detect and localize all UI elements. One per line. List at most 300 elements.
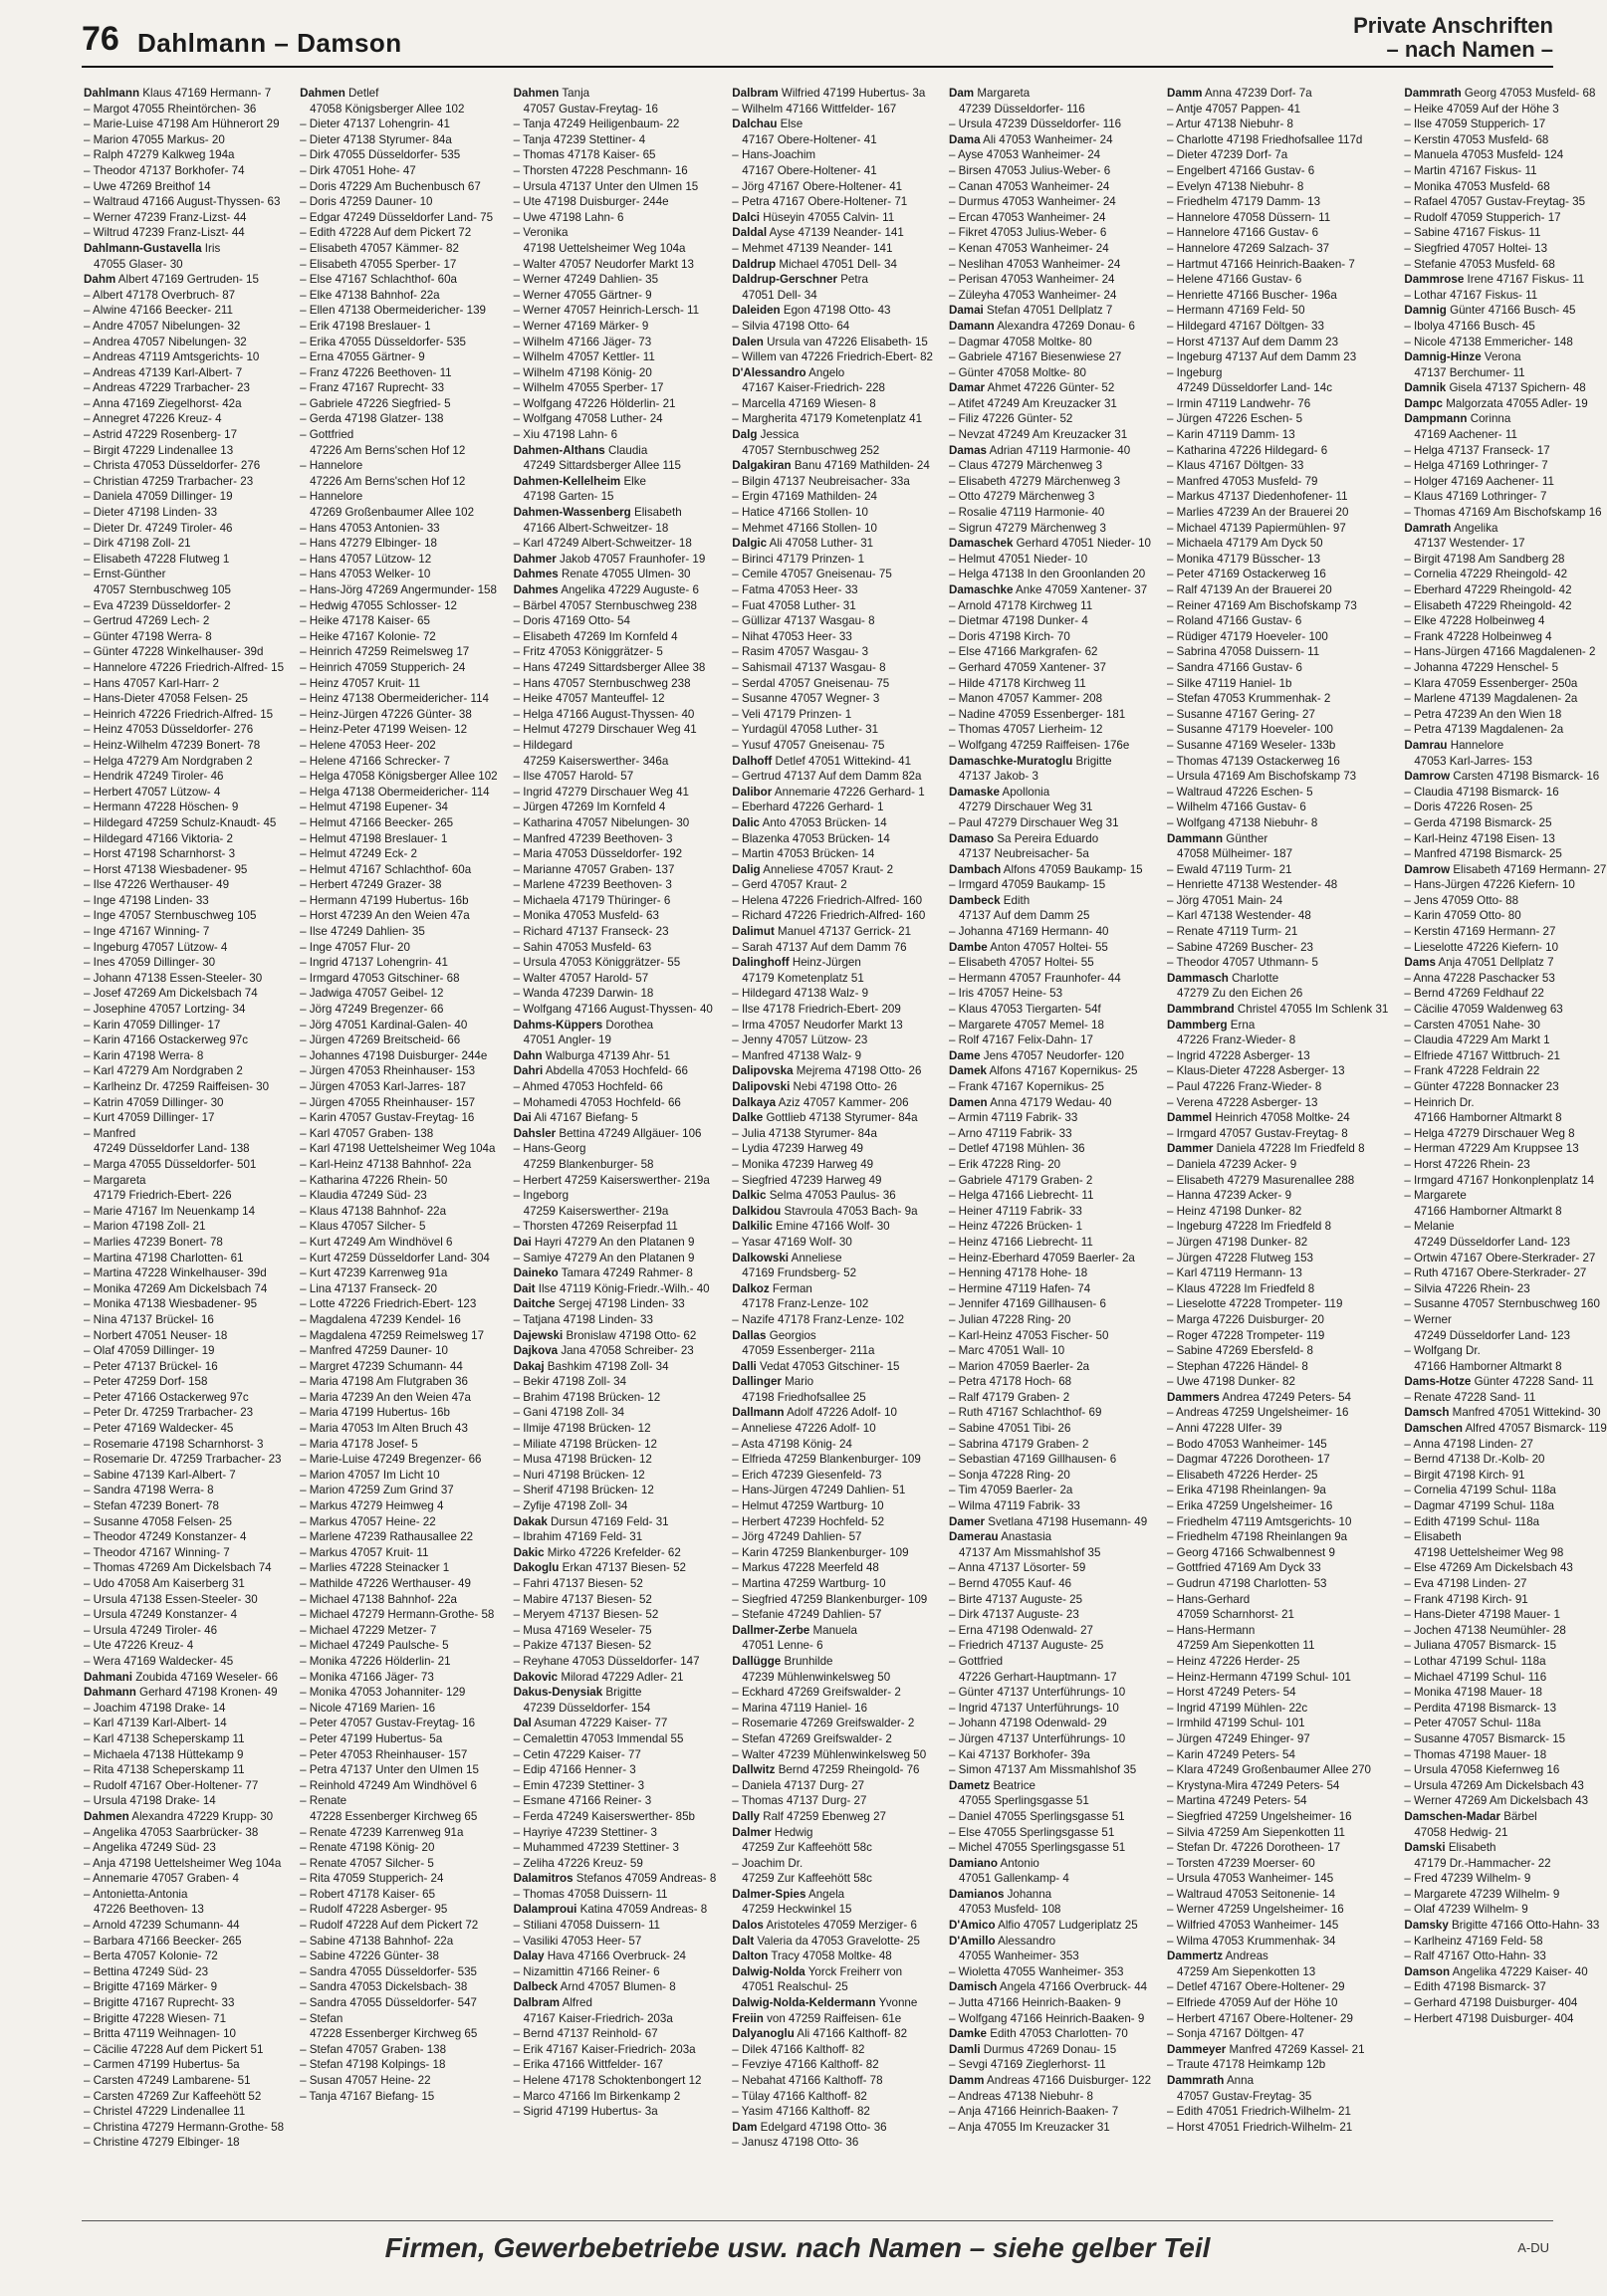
listing-entry: – Karl 47119 Hermann- 13 xyxy=(1167,1266,1302,1280)
listing-entry: 47057 Gustav-Freytag- 35 xyxy=(1177,2089,1312,2103)
listing-entry: – Hans 47249 Sittardsberger Allee 38 xyxy=(513,660,706,674)
listing-entry: Damer Svetlana 47198 Husemann- 49 xyxy=(948,1514,1148,1528)
section-title-line-2: – nach Namen – xyxy=(1386,37,1553,62)
listing-entry: – Michael 47279 Hermann-Grothe- 58 xyxy=(300,1608,495,1622)
listing-entry: – Dieter 47138 Styrumer- 84a xyxy=(300,132,452,146)
listing-entry: Dahmann Gerhard 47198 Kronen- 49 xyxy=(84,1686,278,1700)
listing-column-2 xyxy=(300,86,498,2216)
listing-entry: 47051 Lenne- 6 xyxy=(742,1639,823,1653)
listing-entry: – Günter 47228 Winkelhauser- 39d xyxy=(84,645,264,659)
listing-entry: Dalkaya Aziz 47057 Kammer- 206 xyxy=(732,1095,909,1109)
listing-entry: – Artur 47138 Niebuhr- 8 xyxy=(1167,117,1293,131)
listing-entry: – Klaus 47228 Im Friedfeld 8 xyxy=(1167,1281,1315,1295)
listing-entry: – Jörg 47249 Bregenzer- 66 xyxy=(300,1003,444,1017)
listing-entry: Dammrath Georg 47053 Musfeld- 68 xyxy=(1404,87,1596,100)
listing-entry: – Annemarie 47057 Graben- 4 xyxy=(84,1872,239,1886)
listing-entry: – Stefan xyxy=(300,2011,344,2025)
listing-entry: – Erika 47166 Wittfelder- 167 xyxy=(513,2058,663,2072)
listing-entry: – Markus 47228 Meerfeld 48 xyxy=(732,1561,879,1575)
listing-entry: – Heinrich 47259 Reimelsweg 17 xyxy=(300,645,470,659)
listing-entry: – Rolf 47167 Felix-Dahn- 17 xyxy=(948,1033,1093,1047)
listing-entry: – Canan 47053 Wanheimer- 24 xyxy=(948,179,1110,193)
listing-entry: Damski Elisabeth xyxy=(1404,1841,1496,1855)
listing-entry: – Heinz 47166 Liebrecht- 11 xyxy=(948,1235,1093,1249)
listing-entry: – Ilse 47057 Harold- 57 xyxy=(513,770,634,784)
listing-entry: – Karin 47057 Gustav-Freytag- 16 xyxy=(300,1111,475,1125)
listing-entry: Dalbram Wilfried 47199 Hubertus- 3a xyxy=(732,87,926,100)
page-number: 76 xyxy=(82,20,119,58)
listing-entry: – Cemalettin 47053 Immendal 55 xyxy=(513,1731,684,1745)
listing-entry: – Elke 47138 Bahnhof- 22a xyxy=(300,288,440,302)
listing-entry: – Helga 47058 Königsberger Allee 102 xyxy=(300,770,498,784)
listing-entry: Damschen-Madar Bärbel xyxy=(1404,1809,1537,1823)
section-title-line-1: Private Anschriften xyxy=(1353,13,1553,38)
listing-entry: – Maria 47239 An den Weien 47a xyxy=(300,1390,471,1404)
listing-entry: – Heinrich Dr. xyxy=(1404,1095,1475,1109)
listing-entry: – Hans-Hermann xyxy=(1167,1623,1256,1637)
listing-entry: – Sabine 47167 Fiskus- 11 xyxy=(1404,226,1541,240)
listing-entry: – Helga 47138 In den Groonlanden 20 xyxy=(948,568,1146,581)
listing-entry: 47179 Kometenplatz 51 xyxy=(742,971,864,985)
listing-entry: – Andrea 47057 Nibelungen- 32 xyxy=(84,335,247,348)
page-header xyxy=(82,14,1553,66)
listing-entry: – Elisabeth 47055 Sperber- 17 xyxy=(300,257,457,271)
listing-entry: – Eberhard 47226 Gerhard- 1 xyxy=(732,801,884,814)
listing-entry: – Fatma 47053 Heer- 33 xyxy=(732,583,858,596)
listing-entry: Damas Adrian 47119 Harmonie- 40 xyxy=(948,443,1131,457)
listing-entry: – Hans-Joachim xyxy=(732,148,816,162)
listing-entry: Dam Edelgard 47198 Otto- 36 xyxy=(732,2120,887,2134)
listing-entry: – Alwine 47166 Beecker- 211 xyxy=(84,304,233,318)
listing-entry: – Monika 47053 Musfeld- 63 xyxy=(513,909,659,923)
listing-entry: – Günter 47058 Moltke- 80 xyxy=(948,365,1086,379)
listing-entry: – Susanne 47057 Bismarck- 15 xyxy=(1404,1731,1566,1745)
listing-entry: – Monika 47226 Hölderlin- 21 xyxy=(300,1654,451,1668)
listing-entry: – Ortwin 47167 Obere-Sterkrader- 27 xyxy=(1404,1251,1596,1264)
listing-entry: – Thomas 47269 Am Dickelsbach 74 xyxy=(84,1561,272,1575)
listing-entry: Dampc Malgorzata 47055 Adler- 19 xyxy=(1404,396,1588,410)
listing-entry: – Petra 47167 Obere-Holtener- 71 xyxy=(732,195,908,209)
listing-entry: – Peter 47169 Waldecker- 45 xyxy=(84,1422,234,1436)
listing-entry: 47166 Albert-Schweitzer- 18 xyxy=(523,521,669,535)
listing-entry: Dahmani Zoubida 47169 Weseler- 66 xyxy=(84,1670,279,1684)
listing-entry: – Paul 47279 Dirschauer Weg 31 xyxy=(948,815,1119,829)
listing-entry: – Nicole 47138 Emmericher- 148 xyxy=(1404,335,1573,348)
listing-entry: – Janusz 47198 Otto- 36 xyxy=(732,2136,859,2150)
listing-entry: Dalos Aristoteles 47059 Merziger- 6 xyxy=(732,1919,917,1933)
listing-entry: – Wilhelm 47055 Sperber- 17 xyxy=(513,381,664,395)
listing-entry: – Gerhard 47059 Xantener- 37 xyxy=(948,660,1106,674)
listing-entry: Dammers Andrea 47249 Peters- 54 xyxy=(1167,1390,1352,1404)
listing-entry: – Jennifer 47169 Gillhausen- 6 xyxy=(948,1297,1106,1311)
listing-entry: – Ilse 47178 Friedrich-Ebert- 209 xyxy=(732,1003,901,1017)
listing-entry: – Karin 47166 Ostackerweg 97c xyxy=(84,1033,248,1047)
listing-entry: D'Alessandro Angelo xyxy=(732,365,845,379)
listing-entry: – Klaus 47167 Döltgen- 33 xyxy=(1167,459,1304,473)
listing-entry: – Carmen 47199 Hubertus- 5a xyxy=(84,2058,240,2072)
listing-entry: Dalgic Ali 47058 Luther- 31 xyxy=(732,537,874,551)
listing-column-6 xyxy=(1167,86,1388,2216)
listing-entry: – Michaela 47179 Am Dyck 50 xyxy=(1167,537,1323,551)
listing-entry: – Hermann 47057 Fraunhofer- 44 xyxy=(948,971,1121,985)
listing-entry: – Wiltrud 47239 Franz-Liszt- 44 xyxy=(84,226,245,240)
listing-entry: – Franz 47226 Beethoven- 11 xyxy=(300,365,452,379)
listing-entry: – Siegfried 47239 Harweg 49 xyxy=(732,1173,882,1187)
listing-entry: – Vasiliki 47053 Heer- 57 xyxy=(513,1934,642,1948)
listing-entry: – Ute 47198 Duisburger- 244e xyxy=(513,195,669,209)
listing-entry: – Bernd 47055 Kauf- 46 xyxy=(948,1577,1072,1590)
listing-entry: Dalchau Else xyxy=(732,117,804,131)
listing-entry: – Cetin 47229 Kaiser- 77 xyxy=(513,1747,641,1761)
listing-entry: Dalay Hava 47166 Overbruck- 24 xyxy=(513,1950,686,1963)
listing-entry: – Fuat 47058 Luther- 31 xyxy=(732,598,856,612)
listing-entry: – Renate 47228 Sand- 11 xyxy=(1404,1390,1536,1404)
listing-entry: – Monika 47179 Büsscher- 13 xyxy=(1167,552,1321,566)
listing-entry: 47137 Neubreisacher- 5a xyxy=(958,847,1089,861)
listing-entry: 47259 Kaiserswerther- 219a xyxy=(523,1204,669,1218)
listing-entry: – Gabriele 47226 Siegfried- 5 xyxy=(300,396,451,410)
listing-entry: – Astrid 47229 Rosenberg- 17 xyxy=(84,428,238,442)
listing-entry: Dahmes Angelika 47229 Auguste- 6 xyxy=(513,583,699,596)
listing-entry: – Roland 47166 Gustav- 6 xyxy=(1167,614,1302,628)
listing-entry: – Jürgen 47198 Dunker- 82 xyxy=(1167,1235,1308,1249)
listing-entry: – Ellen 47138 Obermeidericher- 139 xyxy=(300,304,486,318)
listing-entry: – Christina 47279 Hermann-Grothe- 58 xyxy=(84,2120,285,2134)
listing-entry: – Ingeburg 47228 Im Friedfeld 8 xyxy=(1167,1220,1332,1234)
listing-entry: – Horst 47249 Peters- 54 xyxy=(1167,1686,1296,1700)
listing-entry: Dam Margareta xyxy=(948,87,1031,100)
listing-entry: – Stefanie 47249 Dahlien- 57 xyxy=(732,1608,882,1622)
listing-entry: – Kai 47137 Borkhofer- 39a xyxy=(948,1747,1090,1761)
listing-entry: – Albert 47178 Overbruch- 87 xyxy=(84,288,236,302)
listing-entry: – Elisabeth 47279 Masurenallee 288 xyxy=(1167,1173,1355,1187)
listing-entry: – Peter 47053 Rheinhauser- 157 xyxy=(300,1747,468,1761)
listing-entry: – Carsten 47249 Lambarene- 51 xyxy=(84,2074,251,2087)
listing-entry: – Irmgard 47053 Gitschiner- 68 xyxy=(300,971,460,985)
listing-entry: Dalyanoglu Ali 47166 Kalthoff- 82 xyxy=(732,2027,908,2041)
listing-entry: – Andreas 47229 Trarbacher- 23 xyxy=(84,381,250,395)
listing-entry: – Wolfgang Dr. xyxy=(1404,1344,1481,1358)
listing-entry: – Wilhelm 47057 Kettler- 11 xyxy=(513,350,655,364)
listing-entry: Daitche Sergej 47198 Linden- 33 xyxy=(513,1297,685,1311)
listing-entry: – Arnold 47239 Schumann- 44 xyxy=(84,1919,240,1933)
listing-entry: 47166 Hamborner Altmarkt 8 xyxy=(1414,1111,1562,1125)
listing-entry: – Heinz 47053 Düsseldorfer- 276 xyxy=(84,723,254,737)
listing-entry: – Else 47167 Schlachthof- 60a xyxy=(300,273,457,287)
listing-entry: – Elisabeth 47229 Rheingold- 42 xyxy=(1404,598,1572,612)
listing-entry: – Josephine 47057 Lortzing- 34 xyxy=(84,1003,246,1017)
listing-entry: – Reiner 47169 Am Bischofskamp 73 xyxy=(1167,598,1357,612)
listing-entry: – Petra 47139 Magdalenen- 2a xyxy=(1404,723,1564,737)
listing-entry: – Tatjana 47198 Linden- 33 xyxy=(513,1312,653,1326)
listing-entry: – Ursula 47269 Am Dickelsbach 43 xyxy=(1404,1778,1584,1792)
listing-entry: – Peter 47259 Dorf- 158 xyxy=(84,1375,208,1389)
listing-entry: – Rosemarie 47269 Greifswalder- 2 xyxy=(732,1717,915,1730)
listing-entry: – Olaf 47059 Dillinger- 19 xyxy=(84,1344,215,1358)
listing-entry: – Tanja 47239 Stettiner- 4 xyxy=(513,132,646,146)
listing-entry: – Henriette 47138 Westender- 48 xyxy=(1167,878,1338,892)
listing-entry: – Nihat 47053 Heer- 33 xyxy=(732,629,852,643)
listing-entry: – Jörg 47051 Kardinal-Galen- 40 xyxy=(300,1018,468,1032)
listing-entry: Damrath Angelika xyxy=(1404,521,1498,535)
listing-entry: – Birsen 47053 Julius-Weber- 6 xyxy=(948,163,1111,177)
listing-entry: – Günter 47198 Werra- 8 xyxy=(84,629,212,643)
listing-entry: – Ingrid 47137 Unterführungs- 10 xyxy=(948,1701,1119,1715)
listing-entry: – Karl-Heinz 47138 Bahnhof- 22a xyxy=(300,1157,472,1171)
listing-entry: – Johann 47138 Essen-Steeler- 30 xyxy=(84,971,263,985)
listing-entry: – Perdita 47198 Bismarck- 13 xyxy=(1404,1701,1557,1715)
listing-entry: Daldrup-Gerschner Petra xyxy=(732,273,868,287)
listing-entry: – Hans-Jürgen 47226 Kiefern- 10 xyxy=(1404,878,1575,892)
listing-entry: – Ibolya 47166 Busch- 45 xyxy=(1404,319,1535,333)
listing-entry: – Helmut 47249 Eck- 2 xyxy=(300,847,418,861)
listing-entry: Dallmann Adolf 47226 Adolf- 10 xyxy=(732,1406,897,1420)
listing-entry: Dambe Anton 47057 Holtei- 55 xyxy=(948,940,1108,954)
listing-entry: – Rasim 47057 Wasgau- 3 xyxy=(732,645,869,659)
listing-entry: – Klaus-Dieter 47228 Asberger- 13 xyxy=(1167,1064,1345,1078)
listing-entry: – Marina 47119 Haniel- 16 xyxy=(732,1701,868,1715)
listing-entry: Dalkidou Stavroula 47053 Bach- 9a xyxy=(732,1204,918,1218)
listing-entry: – Stiliani 47058 Duissern- 11 xyxy=(513,1919,660,1933)
listing-entry: – Dirk 47198 Zoll- 21 xyxy=(84,537,191,551)
listing-entry: – Eberhard 47229 Rheingold- 42 xyxy=(1404,583,1572,596)
listing-entry: – Muhammed 47239 Stettiner- 3 xyxy=(513,1841,679,1855)
listing-entry: – Petra 47178 Hoch- 68 xyxy=(948,1375,1072,1389)
listing-entry: – Birgit 47198 Am Sandberg 28 xyxy=(1404,552,1565,566)
listing-entry: – Rudolf 47228 Asberger- 95 xyxy=(300,1903,448,1917)
listing-entry: Dahmen-Kellelheim Elke xyxy=(513,474,646,488)
listing-entry: – Frank 47198 Kirch- 91 xyxy=(1404,1592,1528,1606)
listing-entry: – Karl 47198 Uettelsheimer Weg 104a xyxy=(300,1142,496,1156)
listing-entry: – Hartmut 47166 Heinrich-Baaken- 7 xyxy=(1167,257,1355,271)
listing-entry: – Ralf 47139 An der Brauerei 20 xyxy=(1167,583,1332,596)
listing-entry: – Fred 47239 Wilhelm- 9 xyxy=(1404,1872,1531,1886)
listing-entry: – Brahim 47198 Brücken- 12 xyxy=(513,1390,661,1404)
listing-entry: – Angelika 47053 Saarbrücker- 38 xyxy=(84,1825,259,1839)
listing-entry: 47051 Realschul- 25 xyxy=(742,1980,848,1994)
listing-entry: Damnig Günter 47166 Busch- 45 xyxy=(1404,304,1576,318)
listing-entry: Dakic Mirko 47226 Krefelder- 62 xyxy=(513,1545,681,1559)
listing-entry: – Uwe 47269 Breithof 14 xyxy=(84,179,211,193)
listing-entry: – Sabine 47138 Bahnhof- 22a xyxy=(300,1934,454,1948)
listing-entry: – Marion 47259 Zum Grind 37 xyxy=(300,1484,454,1497)
listing-entry: – Sandra 47055 Düsseldorfer- 535 xyxy=(300,1964,477,1978)
listing-entry: – Helmut 47166 Beecker- 265 xyxy=(300,815,454,829)
listing-entry: – Bekir 47198 Zoll- 34 xyxy=(513,1375,627,1389)
listing-entry: – Manuela 47053 Musfeld- 124 xyxy=(1404,148,1564,162)
listing-entry: Dalmer-Spies Angela xyxy=(732,1887,845,1901)
listing-entry: 47053 Karl-Jarres- 153 xyxy=(1414,754,1532,768)
listing-entry: – Silke 47119 Haniel- 1b xyxy=(1167,676,1292,690)
listing-entry: Dalwig-Nolda Yorck Freiherr von xyxy=(732,1964,903,1978)
listing-entry: 47137 Westender- 17 xyxy=(1414,537,1525,551)
listing-entry: – Erika 47259 Ungelsheimer- 16 xyxy=(1167,1499,1333,1513)
listing-entry: – Susan 47057 Heine- 22 xyxy=(300,2074,431,2087)
listing-entry: – Martina 47249 Peters- 54 xyxy=(1167,1794,1307,1808)
listing-entry: – Marlies 47239 Bonert- 78 xyxy=(84,1235,223,1249)
listing-entry: 47137 Am Missmahlshof 35 xyxy=(958,1545,1101,1559)
listing-entry: Dalton Tracy 47058 Moltke- 48 xyxy=(732,1950,892,1963)
listing-entry: Damaske Apollonia xyxy=(948,785,1050,799)
listing-entry: – Sabrina 47058 Duissern- 11 xyxy=(1167,645,1320,659)
listing-entry: – Blazenka 47053 Brücken- 14 xyxy=(732,831,890,845)
listing-entry: – Edith 47198 Bismarck- 37 xyxy=(1404,1980,1546,1994)
listing-entry: – Anja 47198 Uettelsheimer Weg 104a xyxy=(84,1856,282,1870)
listing-entry: – Waltraud 47053 Seitonenie- 14 xyxy=(1167,1887,1336,1901)
listing-entry: – Kurt 47249 Am Windhövel 6 xyxy=(300,1235,453,1249)
listing-entry: – Klara 47059 Essenberger- 250a xyxy=(1404,676,1578,690)
listing-entry: – Andreas 47139 Karl-Albert- 7 xyxy=(84,365,243,379)
listing-entry: – Monika 47053 Musfeld- 68 xyxy=(1404,179,1550,193)
listing-entry: – Sevgi 47169 Zieglerhorst- 11 xyxy=(948,2058,1106,2072)
listing-entry: – Inge 47057 Flur- 20 xyxy=(300,940,410,954)
listing-entry: 47178 Franz-Lenze- 102 xyxy=(742,1297,869,1311)
listing-entry: Damschen Alfred 47057 Bismarck- 119 xyxy=(1404,1422,1607,1436)
listing-entry: – Waltraud 47226 Eschen- 5 xyxy=(1167,785,1313,799)
listing-entry: – Karl 47138 Scheperskamp 11 xyxy=(84,1731,245,1745)
listing-entry: – Tim 47059 Baerler- 2a xyxy=(948,1484,1073,1497)
listing-entry: – Katharina 47226 Hildegard- 6 xyxy=(1167,443,1328,457)
listing-entry: – Wilma 47119 Fabrik- 33 xyxy=(948,1499,1080,1513)
listing-entry: – Michaela 47179 Thüringer- 6 xyxy=(513,893,671,907)
listing-entry: – Martin 47053 Brücken- 14 xyxy=(732,847,875,861)
listing-entry: – Jörg 47167 Obere-Holtener- 41 xyxy=(732,179,903,193)
listing-entry: – Michael 47139 Papiermühlen- 97 xyxy=(1167,521,1346,535)
listing-entry: – Karin 47119 Damm- 13 xyxy=(1167,428,1295,442)
listing-entry: 47058 Mülheimer- 187 xyxy=(1177,847,1293,861)
listing-entry: Damaschke Anke 47059 Xantener- 37 xyxy=(948,583,1148,596)
listing-entry: – Marion 47059 Baerler- 2a xyxy=(948,1359,1090,1373)
listing-entry: – Ralf 47167 Otto-Hahn- 33 xyxy=(1404,1950,1546,1963)
listing-entry: Dammberg Erna xyxy=(1167,1018,1256,1032)
listing-entry: D'Amillo Alessandro xyxy=(948,1934,1056,1948)
listing-entry: – Heinz 47226 Brücken- 1 xyxy=(948,1220,1083,1234)
listing-entry: – Petra 47239 An den Wien 18 xyxy=(1404,707,1562,721)
listing-entry: – Birgit 47198 Kirch- 91 xyxy=(1404,1468,1525,1482)
listing-entry: Daineko Tamara 47249 Rahmer- 8 xyxy=(513,1266,693,1280)
listing-entry: – Manfred 47259 Dauner- 10 xyxy=(300,1344,448,1358)
listing-entry: – Peter 47166 Ostackerweg 97c xyxy=(84,1390,249,1404)
listing-entry: – Karl-Heinz 47198 Eisen- 13 xyxy=(1404,831,1555,845)
listing-entry: – Arnold 47178 Kirchweg 11 xyxy=(948,598,1093,612)
footer-code: A-DU xyxy=(1517,2240,1549,2255)
listing-entry: – Atifet 47249 Am Kreuzacker 31 xyxy=(948,396,1117,410)
listing-entry: – Peter 47199 Hubertus- 5a xyxy=(300,1731,443,1745)
listing-entry: Damrau Hannelore xyxy=(1404,738,1504,752)
listing-entry: – Norbert 47051 Neuser- 18 xyxy=(84,1328,228,1342)
listing-entry: – Elfriede 47059 Auf der Höhe 10 xyxy=(1167,1996,1338,2010)
listing-entry: – Marianne 47057 Graben- 137 xyxy=(513,862,675,876)
listing-entry: – Uwe 47198 Dunker- 82 xyxy=(1167,1375,1295,1389)
listing-entry: – Christel 47229 Lindenallee 11 xyxy=(84,2105,246,2119)
listing-entry: 47249 Düsseldorfer Land- 14c xyxy=(1177,381,1332,395)
listing-entry: – Carsten 47051 Nahe- 30 xyxy=(1404,1018,1540,1032)
listing-entry: – Lydia 47239 Harweg 49 xyxy=(732,1142,864,1156)
listing-entry: Damek Alfons 47167 Kopernikus- 25 xyxy=(948,1064,1138,1078)
listing-entry: 47167 Obere-Holtener- 41 xyxy=(742,163,877,177)
listing-entry: – Annegret 47226 Kreuz- 4 xyxy=(84,412,222,426)
listing-entry: Dammrath Anna xyxy=(1167,2074,1255,2087)
listing-entry: Dalkilic Emine 47166 Wolf- 30 xyxy=(732,1220,890,1234)
listing-entry: – Werner 47055 Gärtner- 9 xyxy=(513,288,652,302)
listing-entry: – Lieselotte 47228 Trompeter- 119 xyxy=(1167,1297,1343,1311)
listing-entry: – Hans-Georg xyxy=(513,1142,586,1156)
listing-entry: – Eva 47198 Linden- 27 xyxy=(1404,1577,1527,1590)
listing-entry: – Theodor 47057 Uthmann- 5 xyxy=(1167,956,1318,970)
listing-entry: 47166 Hamborner Altmarkt 8 xyxy=(1414,1359,1562,1373)
listing-entry: – Thomas 47058 Duissern- 11 xyxy=(513,1887,668,1901)
listing-entry: – Horst 47198 Scharnhorst- 3 xyxy=(84,847,236,861)
listing-entry: – Sonja 47228 Ring- 20 xyxy=(948,1468,1070,1482)
listing-entry: – Friedhelm 47198 Rheinlangen 9a xyxy=(1167,1530,1348,1544)
listing-entry: – Helene 47166 Gustav- 6 xyxy=(1167,273,1302,287)
listing-entry: – Wolfgang 47058 Luther- 24 xyxy=(513,412,663,426)
listing-entry: Dammertz Andreas xyxy=(1167,1950,1268,1963)
listing-entry: – Kurt 47259 Düsseldorfer Land- 304 xyxy=(300,1251,490,1264)
listing-entry: – Marga 47226 Duisburger- 20 xyxy=(1167,1312,1324,1326)
listing-entry: – Hildegard 47166 Viktoria- 2 xyxy=(84,831,233,845)
listing-entry: – Ayse 47053 Wanheimer- 24 xyxy=(948,148,1101,162)
listing-entry: – Veronika xyxy=(513,226,569,240)
listing-entry: – Wilma 47053 Krummenhak- 34 xyxy=(1167,1934,1336,1948)
listing-entry: – Musa 47169 Weseler- 75 xyxy=(513,1623,652,1637)
listing-entry: – Henning 47178 Hohe- 18 xyxy=(948,1266,1088,1280)
listing-entry: Dammasch Charlotte xyxy=(1167,971,1279,985)
listing-entry: Damrow Elisabeth 47169 Hermann- 27 xyxy=(1404,862,1607,876)
listing-entry: – Nizamittin 47166 Reiner- 6 xyxy=(513,1964,660,1978)
listing-entry: – Renate 47119 Turm- 21 xyxy=(1167,925,1298,939)
listing-entry: – Inge 47057 Sternbuschweg 105 xyxy=(84,909,257,923)
listing-entry: – Zyfije 47198 Zoll- 34 xyxy=(513,1499,628,1513)
listing-entry: Dahmen-Wassenberg Elisabeth xyxy=(513,506,682,520)
listing-entry: – Stefan 47053 Krummenhak- 2 xyxy=(1167,692,1331,706)
listing-entry: – Anja 47166 Heinrich-Baaken- 7 xyxy=(948,2105,1119,2119)
listing-entry: – Ingrid 47199 Mühlen- 22c xyxy=(1167,1701,1308,1715)
listing-entry: – Gerda 47198 Glatzer- 138 xyxy=(300,412,444,426)
footer-note: Firmen, Gewerbebetriebe usw. nach Namen – siehe gelber Teil xyxy=(384,2232,1211,2263)
listing-entry: – Elfrieda 47259 Blankenburger- 109 xyxy=(732,1453,921,1467)
listing-entry: – Jens 47059 Otto- 88 xyxy=(1404,893,1519,907)
listing-entry: 47051 Angler- 19 xyxy=(523,1033,611,1047)
listing-entry: – Karl-Heinz 47053 Fischer- 50 xyxy=(948,1328,1109,1342)
listing-entry: – Otto 47279 Märchenweg 3 xyxy=(948,490,1095,504)
listing-entry: – Hans 47057 Sternbuschweg 238 xyxy=(513,676,691,690)
listing-entry: – Karlheinz 47169 Feld- 58 xyxy=(1404,1934,1543,1948)
listing-entry: 47279 Dirschauer Weg 31 xyxy=(958,801,1093,814)
listing-entry: – Herbert 47239 Hochfeld- 52 xyxy=(732,1514,885,1528)
header-rule xyxy=(82,66,1553,68)
listing-entry: – Thorsten 47228 Peschmann- 16 xyxy=(513,163,688,177)
listing-entry: – Nebahat 47166 Kalthoff- 78 xyxy=(732,2074,883,2087)
listing-entry: 47228 Essenberger Kirchweg 65 xyxy=(310,1809,478,1823)
listing-entry: – Krystyna-Mira 47249 Peters- 54 xyxy=(1167,1778,1340,1792)
listing-entry: Dammeyer Manfred 47269 Kassel- 21 xyxy=(1167,2042,1365,2056)
listing-entry: – Cornelia 47229 Rheingold- 42 xyxy=(1404,568,1568,581)
listing-entry: – Marion 47198 Zoll- 21 xyxy=(84,1220,206,1234)
listing-entry: – Irmgard 47059 Baukamp- 15 xyxy=(948,878,1106,892)
listing-entry: – Heike 47178 Kaiser- 65 xyxy=(300,614,430,628)
listing-entry: – Hans 47057 Lützow- 12 xyxy=(300,552,432,566)
listing-entry: Daleiden Egon 47198 Otto- 43 xyxy=(732,304,891,318)
listing-entry: D'Amico Alfio 47057 Ludgeriplatz 25 xyxy=(948,1919,1138,1933)
listing-entry: – Elisabeth 47279 Märchenweg 3 xyxy=(948,474,1121,488)
listing-entry: – Samiye 47279 An den Platanen 9 xyxy=(513,1251,695,1264)
listing-entry: Dalipovski Nebi 47198 Otto- 26 xyxy=(732,1080,897,1093)
listing-entry: – Daniel 47055 Sperlingsgasse 51 xyxy=(948,1809,1125,1823)
listing-entry: Damisch Angela 47166 Overbruck- 44 xyxy=(948,1980,1148,1994)
listing-entry: – Sigrid 47199 Hubertus- 3a xyxy=(513,2105,658,2119)
listing-entry: – Marie-Luise 47249 Bregenzer- 66 xyxy=(300,1453,482,1467)
